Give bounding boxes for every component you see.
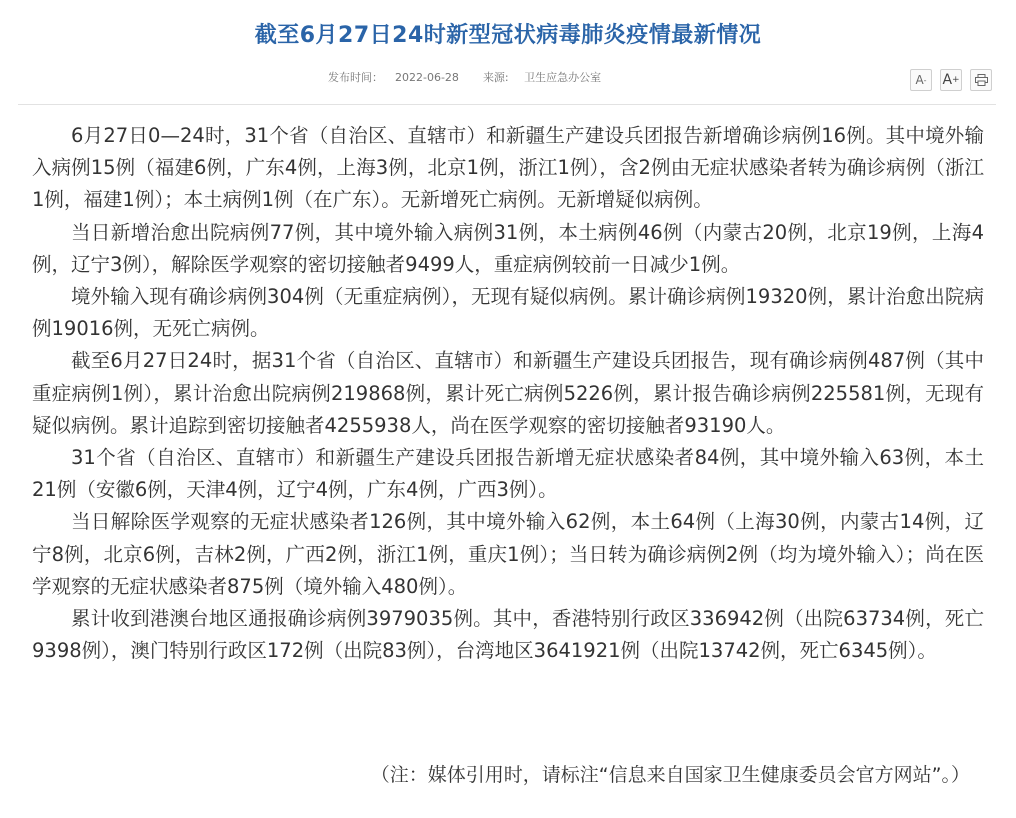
header-divider	[18, 104, 996, 105]
source-value: 卫生应急办公室	[524, 71, 602, 84]
font-larger-icon: A	[942, 72, 953, 88]
publish-date-label: 发布时间：	[328, 71, 383, 84]
publish-date-value: 2022-06-28	[395, 71, 459, 84]
article-meta	[328, 69, 625, 85]
paragraph: 境外输入现有确诊病例304例（无重症病例），无现有疑似病例。累计确诊病例19320例，累计治愈出院病例19016例，无死亡病例。	[32, 285, 984, 341]
article-source	[483, 71, 613, 84]
paragraph: 6月27日0—24时，31个省（自治区、直辖市）和新疆生产建设兵团报告新增确诊病例16例。其中境外输入病例15例（福建6例，广东4例，上海3例，北京1例，浙江1例），含2例由无症状感染者转为确诊病例（浙江1例，福建1例）；本土病例1例（在广东）。无新增死亡病例。无新增疑似病例。	[32, 124, 984, 212]
paragraph: 截至6月27日24时，据31个省（自治区、直辖市）和新疆生产建设兵团报告，现有确诊病例487例（其中重症病例1例），累计治愈出院病例219868例，累计死亡病例5226例，累计报告确诊病例225581例，无现有疑似病例。累计追踪到密切接触者4255938人，尚在医学观察的密切接触者93190人。	[32, 349, 984, 437]
font-smaller-button[interactable]: A -	[910, 69, 932, 91]
paragraph: 累计收到港澳台地区通报确诊病例3979035例。其中，香港特别行政区336942例（出院63734例，死亡9398例），澳门特别行政区172例（出院83例），台湾地区3641921例（出院13742例，死亡6345例）。	[32, 607, 984, 663]
article-toolbar	[910, 69, 992, 91]
print-button[interactable]	[970, 69, 992, 91]
paragraph: 31个省（自治区、直辖市）和新疆生产建设兵团报告新增无症状感染者84例，其中境外输入63例，本土21例（安徽6例，天津4例，辽宁4例，广东4例，广西3例）。	[32, 446, 984, 502]
page-title: 截至6月27日24时新型冠状病毒肺炎疫情最新情况	[254, 23, 762, 48]
font-smaller-icon: A	[915, 73, 924, 87]
publish-date	[328, 71, 471, 84]
font-larger-button[interactable]: A +	[940, 69, 962, 91]
paragraph: 当日新增治愈出院病例77例，其中境外输入病例31例，本土病例46例（内蒙古20例，北京19例，上海4例，辽宁3例），解除医学观察的密切接触者9499人，重症病例较前一日减少1例。	[32, 220, 984, 276]
citation-note: （注：媒体引用时，请标注“信息来自国家卫生健康委员会官方网站”。）	[370, 764, 970, 786]
article-body	[32, 120, 984, 667]
source-label: 来源:	[482, 71, 509, 84]
paragraph: 当日解除医学观察的无症状感染者126例，其中境外输入62例，本土64例（上海30例，内蒙古14例，辽宁8例，北京6例，吉林2例，广西2例，浙江1例，重庆1例）；当日转为确诊病例2例（均为境外输入）；尚在医学观察的无症状感染者875例（境外输入480例）。	[32, 510, 984, 598]
printer-icon	[975, 74, 988, 86]
